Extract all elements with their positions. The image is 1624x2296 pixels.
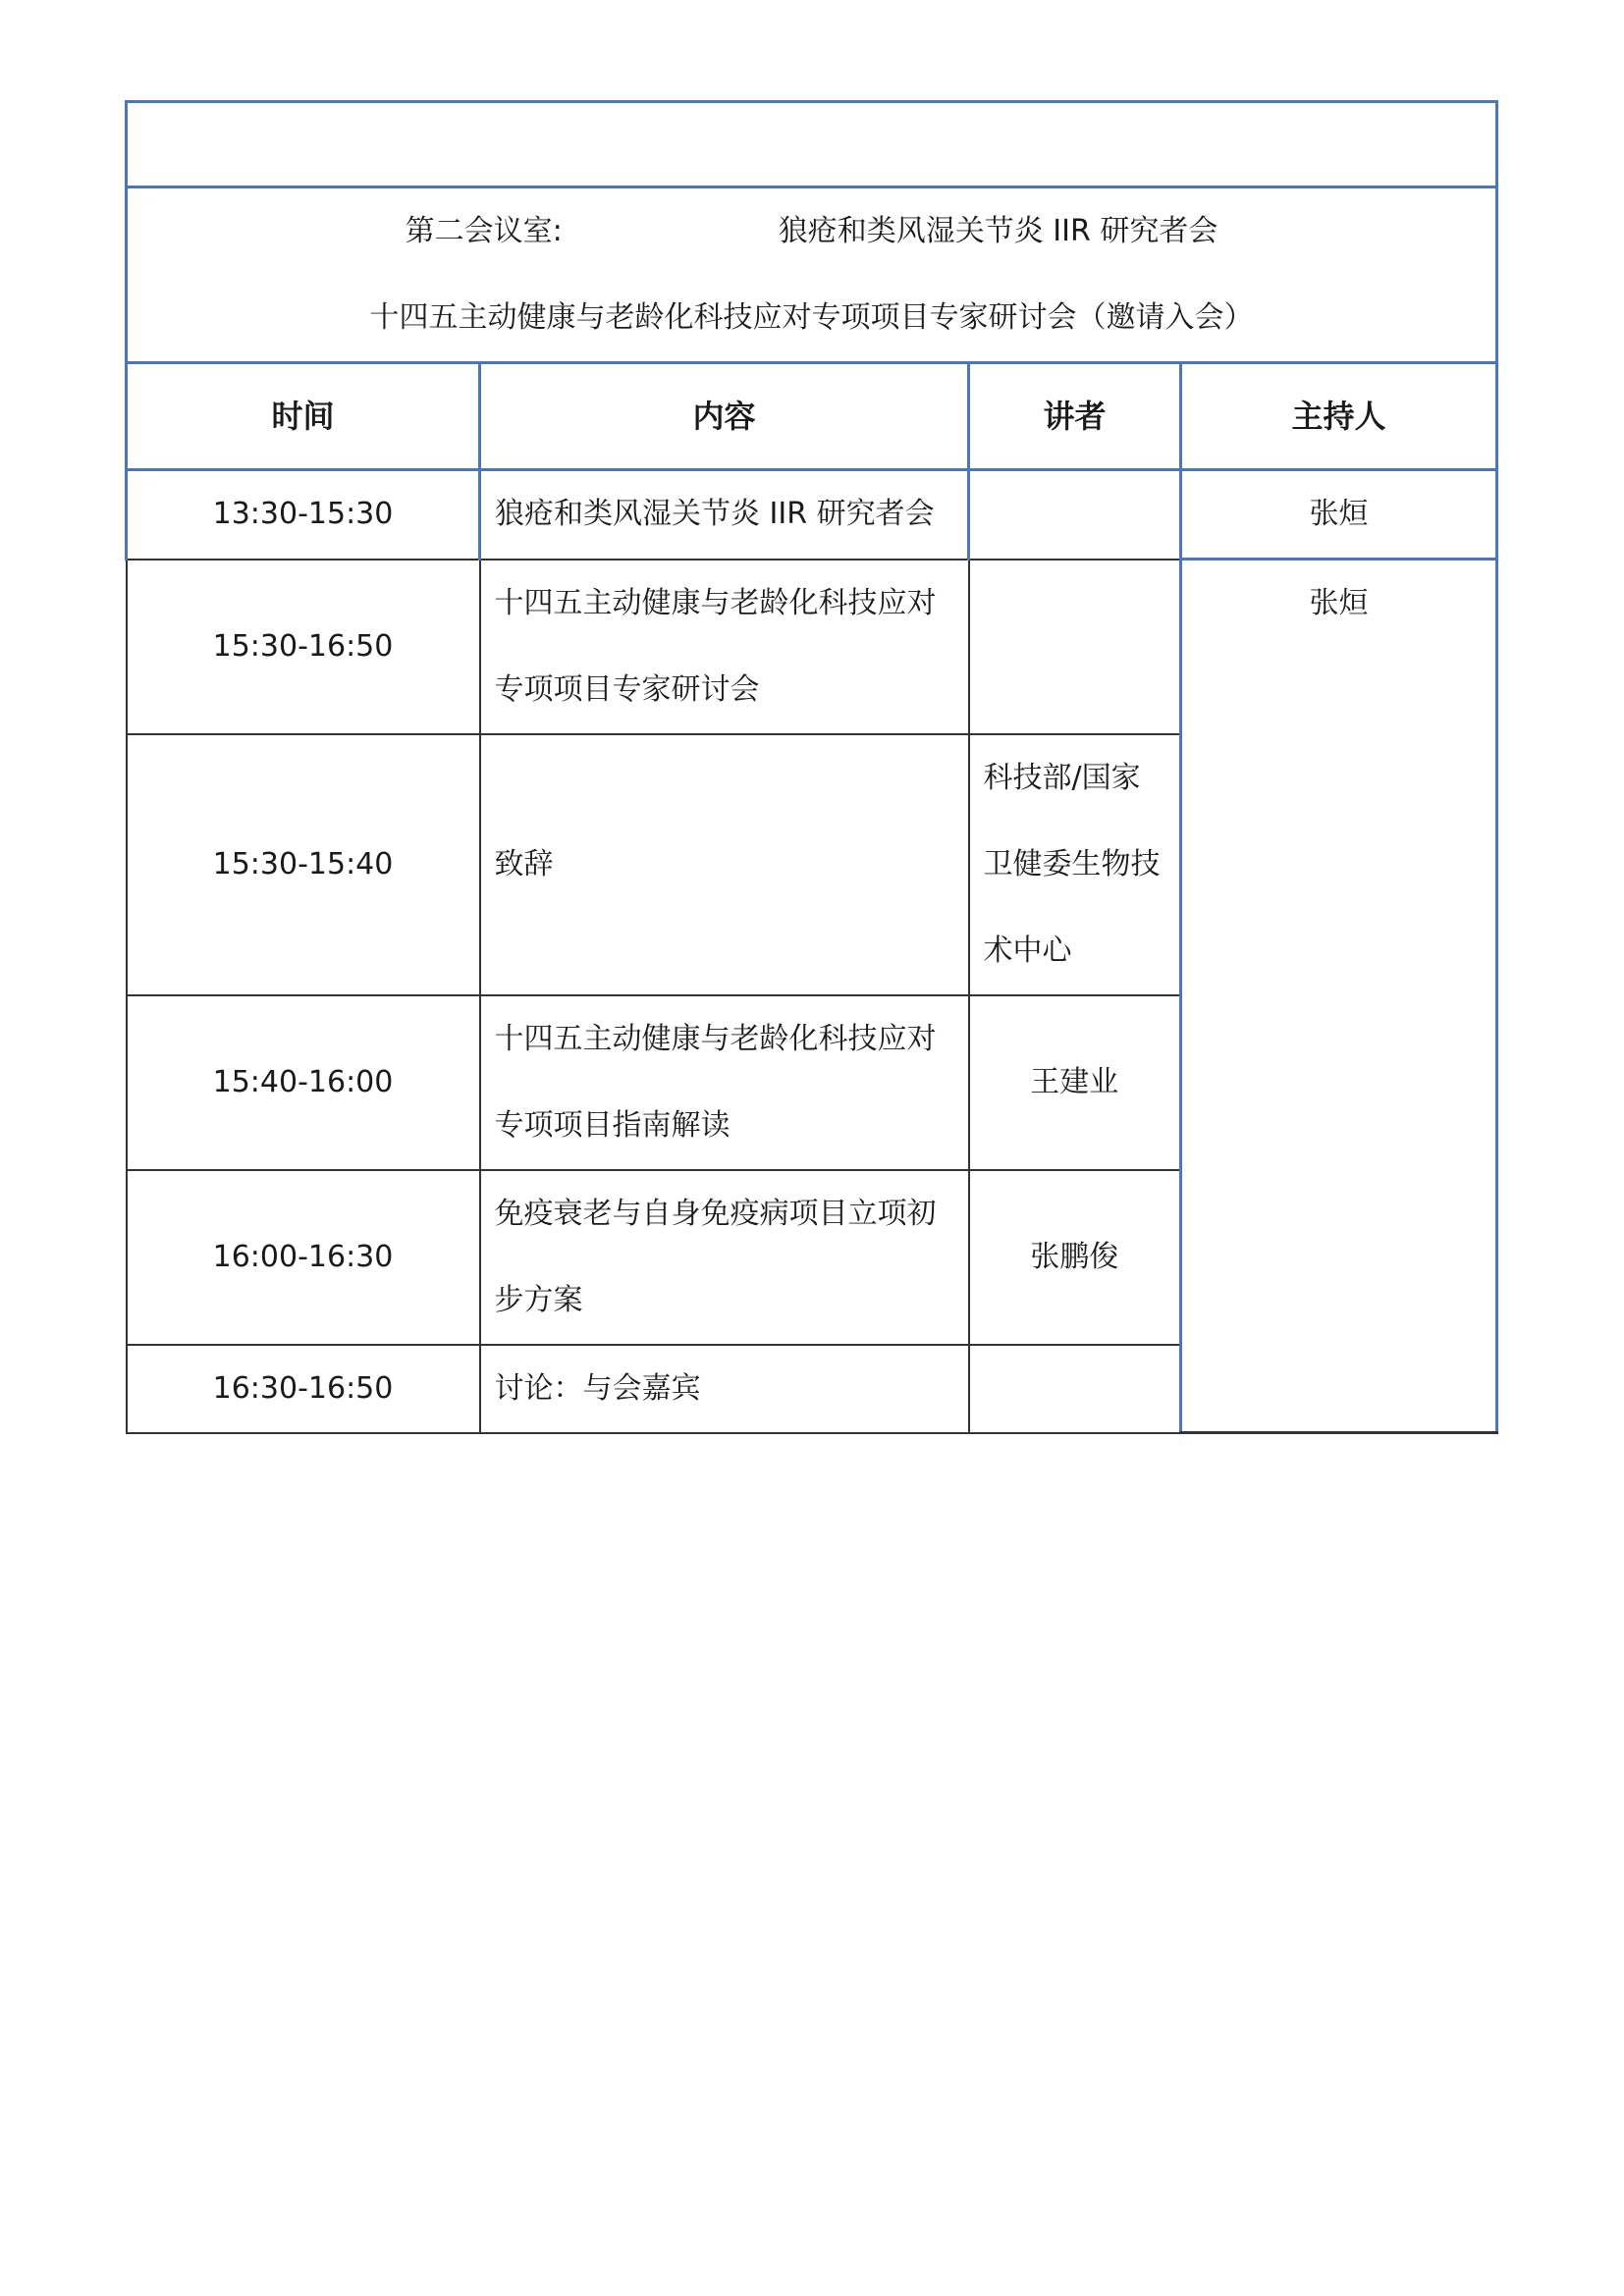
content-line: 专项项目指南解读 <box>494 1107 731 1143</box>
time-cell: 13:30-15:30 <box>127 470 480 560</box>
content-cell <box>480 1170 969 1345</box>
content-cell <box>480 560 969 734</box>
content-cell <box>480 734 969 995</box>
table-row <box>127 470 1497 560</box>
content-line: 十四五主动健康与老龄化科技应对 <box>494 1021 937 1056</box>
content-line: 专项项目专家研讨会 <box>494 671 760 707</box>
speaker-line: 王建业 <box>1030 1064 1119 1099</box>
speaker-cell <box>969 1345 1181 1433</box>
time-cell: 15:40-16:00 <box>127 995 480 1170</box>
header-row <box>127 363 1497 470</box>
speaker-cell <box>969 734 1181 995</box>
host-cell: 张烜 <box>1181 560 1497 1433</box>
content-line: 讨论：与会嘉宾 <box>494 1370 701 1406</box>
speaker-cell <box>969 1170 1181 1345</box>
col-header-content: 内容 <box>480 363 969 470</box>
time-cell: 15:30-15:40 <box>127 734 480 995</box>
speaker-cell <box>969 995 1181 1170</box>
speaker-cell <box>969 560 1181 734</box>
speaker-line: 卫健委生物技 <box>983 846 1161 881</box>
blank-row <box>127 102 1497 187</box>
meeting-subtitle: 十四五主动健康与老龄化科技应对专项项目专家研讨会（邀请入会） <box>369 300 1254 335</box>
speaker-line: 科技部/国家 <box>983 760 1141 795</box>
speaker-cell <box>969 470 1181 560</box>
content-line: 免疫衰老与自身免疫病项目立项初 <box>494 1196 937 1231</box>
title-cell <box>127 187 1497 363</box>
meeting-name: 狼疮和类风湿关节炎 IIR 研究者会 <box>778 214 1218 248</box>
title-line <box>128 188 1495 275</box>
time-cell: 15:30-16:50 <box>127 560 480 734</box>
content-cell <box>480 470 969 560</box>
room-label: 第二会议室: <box>405 214 563 248</box>
content-line: 十四五主动健康与老龄化科技应对 <box>494 585 937 620</box>
time-cell: 16:30-16:50 <box>127 1345 480 1433</box>
col-header-time: 时间 <box>127 363 480 470</box>
time-cell: 16:00-16:30 <box>127 1170 480 1345</box>
blank-cell <box>127 102 1497 187</box>
speaker-line: 张鹏俊 <box>1030 1239 1119 1274</box>
content-cell <box>480 1345 969 1433</box>
col-header-speaker: 讲者 <box>969 363 1181 470</box>
content-line: 步方案 <box>494 1282 583 1317</box>
table-row <box>127 560 1497 734</box>
speaker-line: 术中心 <box>983 933 1072 968</box>
content-line: 狼疮和类风湿关节炎 IIR 研究者会 <box>495 497 935 532</box>
col-header-host: 主持人 <box>1181 363 1497 470</box>
agenda-table <box>125 100 1498 1434</box>
title-row <box>127 187 1497 363</box>
content-line: 致辞 <box>494 846 554 881</box>
host-cell: 张烜 <box>1181 470 1497 560</box>
content-cell <box>480 995 969 1170</box>
